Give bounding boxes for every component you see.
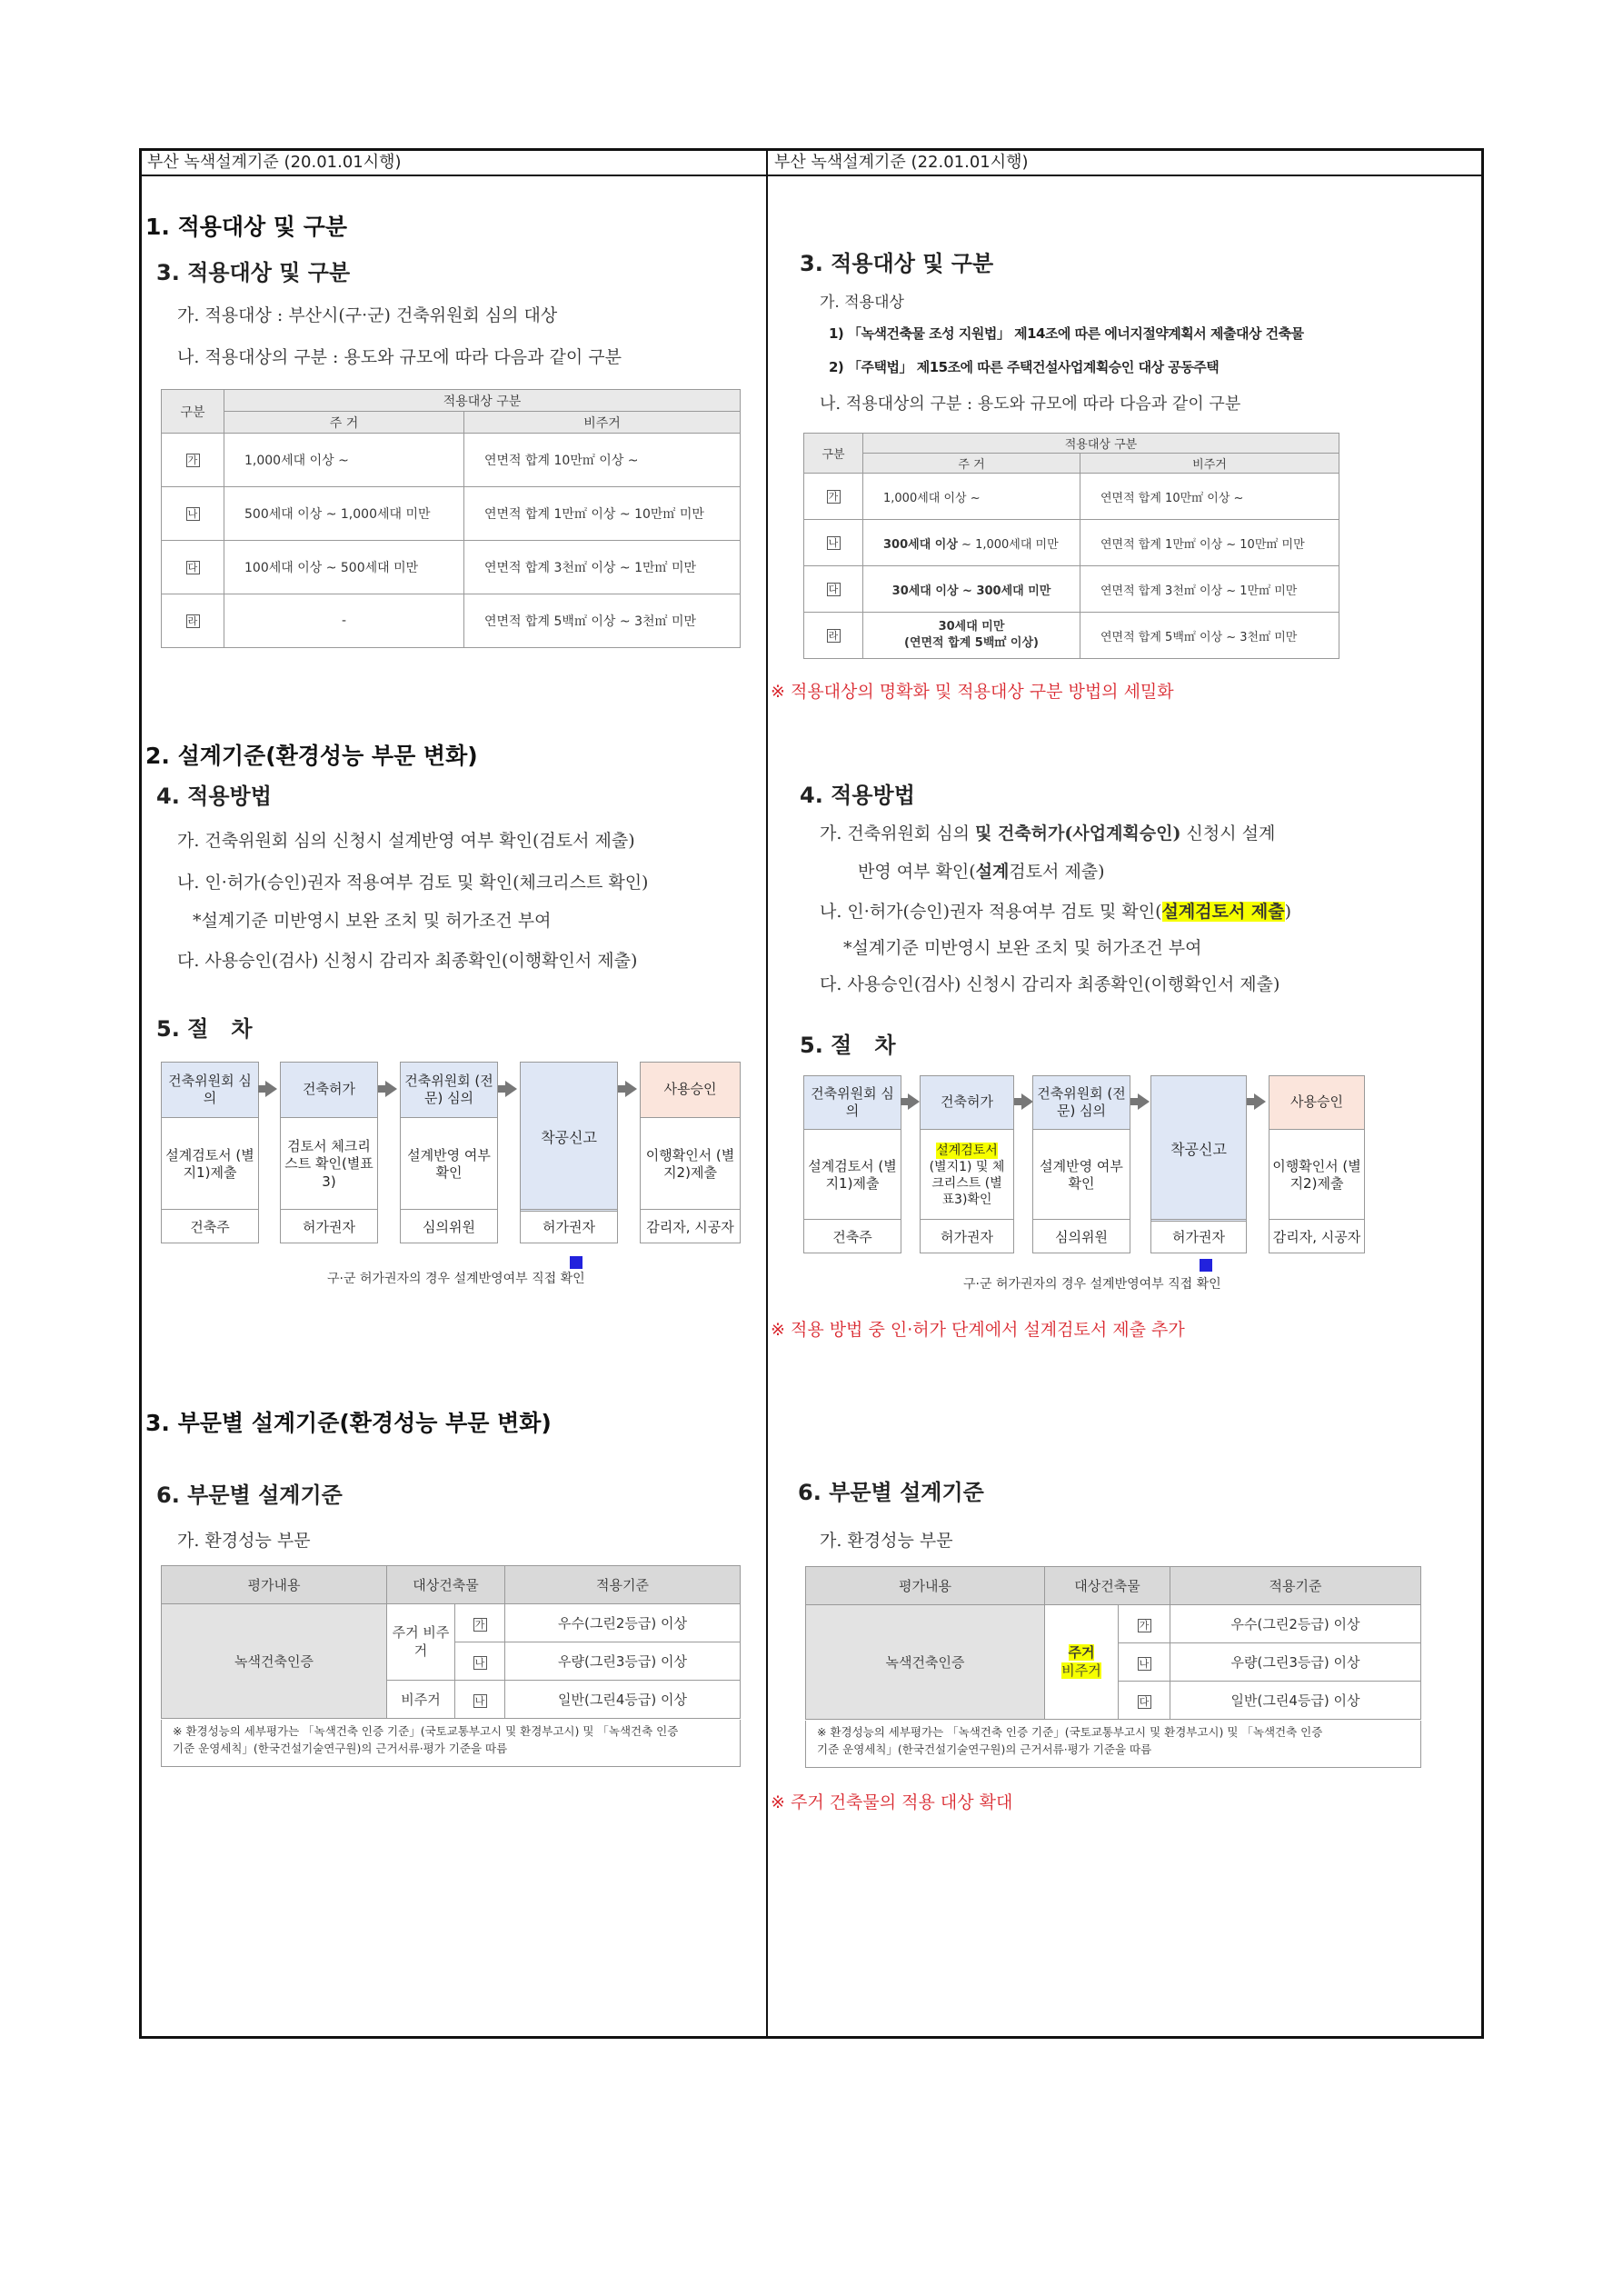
env-std: 우수(그린2등급) 이상 [505, 1604, 741, 1642]
section-1-title: 1. 적용대상 및 구분 [145, 214, 348, 240]
row-mark: 다 [186, 561, 200, 574]
section-2-title: 2. 설계기준(환경성능 부문 변화) [145, 743, 478, 769]
left-method-4: 다. 사용승인(검사) 신청시 감리자 최종확인(이행확인서 제출) [177, 951, 638, 971]
table-header-group: 적용대상 구분 [224, 390, 741, 412]
flow-step-permit: 건축허가 설계검토서 (별지1) 및 체크리스트 (별표3)확인 허가권자 [920, 1075, 1014, 1253]
env-target-nonres: 비주거 [387, 1681, 455, 1719]
row-res: 1,000세대 이상 ~ [863, 474, 1080, 520]
table-row [162, 541, 741, 594]
env-header-std: 적용기준 [1170, 1567, 1421, 1605]
row-res: - [224, 594, 464, 648]
right-method-1: 가. 건축위원회 심의 및 건축허가(사업계획승인) 신청시 설계 [820, 824, 1276, 844]
flow-step-approval: 사용승인 이행확인서 (별지2)제출 감리자, 시공자 [640, 1062, 741, 1243]
row-mark: 나 [1138, 1657, 1151, 1671]
row-res: 100세대 이상 ~ 500세대 미만 [224, 541, 464, 594]
flow-step-expert-review: 건축위원회 (전문) 심의 설계반영 여부 확인 심의위원 [1032, 1075, 1130, 1253]
row-mark: 가 [1138, 1619, 1151, 1632]
right-target: 가. 적용대상 [820, 294, 904, 312]
section-3-title: 3. 부문별 설계기준(환경성능 부문 변화) [145, 1410, 552, 1436]
right-env-table [805, 1566, 1421, 1720]
table-header-res: 주 거 [863, 454, 1080, 474]
left-env-sub: 가. 환경성능 부문 [177, 1531, 311, 1551]
marker-icon [1200, 1259, 1212, 1272]
table-header-gubun: 구분 [162, 390, 224, 434]
table-row [162, 487, 741, 541]
flow-step-approval: 사용승인 이행확인서 (별지2)제출 감리자, 시공자 [1269, 1075, 1365, 1253]
table-row [804, 520, 1339, 566]
left-method-1: 가. 건축위원회 심의 신청시 설계반영 여부 확인(검토서 제출) [177, 831, 635, 851]
flow-step-expert-review: 건축위원회 (전문) 심의 설계반영 여부 확인 심의위원 [400, 1062, 498, 1243]
row-nonres: 연면적 합계 10만㎡ 이상 ~ [464, 434, 741, 487]
right-h4: 4. 적용방법 [800, 783, 915, 808]
table-header-group: 적용대상 구분 [863, 434, 1339, 454]
env-target-res: 주거 비주거 [387, 1604, 455, 1681]
right-method-2: 나. 인·허가(승인)권자 적용여부 검토 및 확인(설계검토서 제출) [820, 902, 1292, 922]
env-target-res-nonres: 주거 비주거 [1045, 1605, 1119, 1720]
right-note-3: ※ 주거 건축물의 적용 대상 확대 [771, 1792, 1013, 1812]
row-res: 1,000세대 이상 ~ [224, 434, 464, 487]
right-method-3: *설계기준 미반영시 보완 조치 및 허가조건 부여 [843, 938, 1202, 958]
env-header-target: 대상건축물 [1045, 1567, 1170, 1605]
row-res: 30세대 미만 (연면적 합계 5백㎡ 이상) [863, 613, 1080, 659]
env-std: 일반(그린4등급) 이상 [1170, 1682, 1421, 1720]
left-h3: 3. 적용대상 및 구분 [156, 260, 351, 285]
env-std: 우량(그린3등급) 이상 [1170, 1643, 1421, 1682]
left-category-table [161, 389, 741, 648]
env-header-std: 적용기준 [505, 1566, 741, 1604]
flow-step-committee: 건축위원회 심의 설계검토서 (별지1)제출 건축주 [161, 1062, 259, 1243]
flow-arrow-icon [625, 1081, 637, 1097]
right-method-1-cont: 반영 여부 확인(설계검토서 제출) [858, 862, 1105, 882]
flow-arrow-icon [1254, 1093, 1266, 1110]
row-mark: 나 [827, 536, 841, 550]
row-mark: 나 [473, 1694, 487, 1708]
row-mark: 가 [186, 454, 200, 467]
flow-arrow-icon [385, 1081, 397, 1097]
right-division: 나. 적용대상의 구분 : 용도와 규모에 따라 다음과 같이 구분 [820, 394, 1241, 414]
flow-arrow-icon [1138, 1093, 1150, 1110]
right-env-footnote: ※ 환경성능의 세부평가는 「녹색건축 인증 기준」(국토교통부고시 및 환경부고시) 및 「녹색건축 인증 기준 운영세칙」(한국건설기술연구원)의 근거서류·평가 기준을 따름 [805, 1721, 1421, 1768]
right-env-sub: 가. 환경성능 부문 [820, 1531, 953, 1551]
row-nonres: 연면적 합계 3천㎡ 이상 ~ 1만㎡ 미만 [464, 541, 741, 594]
table-header-res: 주 거 [224, 412, 464, 434]
row-mark: 가 [827, 490, 841, 504]
row-nonres: 연면적 합계 1만㎡ 이상 ~ 10만㎡ 미만 [464, 487, 741, 541]
row-mark: 다 [1138, 1695, 1151, 1709]
row-nonres: 연면적 합계 5백㎡ 이상 ~ 3천㎡ 미만 [464, 594, 741, 648]
table-header-nonres: 비주거 [1080, 454, 1339, 474]
row-mark: 라 [827, 629, 841, 643]
right-flow-caption: 구·군 허가권자의 경우 설계반영여부 직접 확인 [963, 1277, 1221, 1292]
flow-arrow-icon [908, 1093, 920, 1110]
table-row [162, 434, 741, 487]
table-header-gubun: 구분 [804, 434, 863, 474]
left-column-header: 부산 녹색설계기준 (20.01.01시행) [147, 153, 402, 172]
left-flow-caption: 구·군 허가권자의 경우 설계반영여부 직접 확인 [327, 1272, 585, 1286]
right-note-1: ※ 적용대상의 명확화 및 적용대상 구분 방법의 세밀화 [771, 682, 1174, 702]
header-divider [139, 175, 1484, 176]
left-h6: 6. 부문별 설계기준 [156, 1482, 343, 1508]
right-target-2: 2) 「주택법」 제15조에 따른 주택건설사업계획승인 대상 공동주택 [829, 359, 1220, 375]
row-mark: 나 [473, 1656, 487, 1670]
env-std: 우량(그린3등급) 이상 [505, 1642, 741, 1681]
right-method-4: 다. 사용승인(검사) 신청시 감리자 최종확인(이행확인서 제출) [820, 974, 1280, 994]
env-eval: 녹색건축인증 [162, 1604, 387, 1719]
row-nonres: 연면적 합계 10만㎡ 이상 ~ [1080, 474, 1339, 520]
left-h5: 5. 절 차 [156, 1016, 253, 1042]
left-env-table [161, 1565, 741, 1719]
marker-icon [570, 1256, 582, 1269]
env-header-eval: 평가내용 [162, 1566, 387, 1604]
flow-step-permit: 건축허가 검토서 체크리스트 확인(별표3) 허가권자 [280, 1062, 378, 1243]
left-method-3: *설계기준 미반영시 보완 조치 및 허가조건 부여 [193, 911, 552, 931]
left-h4: 4. 적용방법 [156, 784, 272, 809]
row-nonres: 연면적 합계 3천㎡ 이상 ~ 1만㎡ 미만 [1080, 566, 1339, 613]
right-h5: 5. 절 차 [800, 1033, 896, 1058]
row-res: 300세대 이상 ~ 1,000세대 미만 [863, 520, 1080, 566]
right-column-header: 부산 녹색설계기준 (22.01.01시행) [774, 153, 1029, 172]
table-row [804, 474, 1339, 520]
left-env-footnote: ※ 환경성능의 세부평가는 「녹색건축 인증 기준」(국토교통부고시 및 환경부고시) 및 「녹색건축 인증 기준 운영세칙」(한국건설기술연구원)의 근거서류·평가 기준을 따름 [161, 1720, 741, 1767]
row-mark: 라 [186, 614, 200, 628]
left-target: 가. 적용대상 : 부산시(구·군) 건축위원회 심의 대상 [177, 305, 558, 325]
table-row [162, 594, 741, 648]
flow-step-committee: 건축위원회 심의 설계검토서 (별지1)제출 건축주 [803, 1075, 901, 1253]
flow-arrow-icon [265, 1081, 277, 1097]
column-divider [766, 148, 768, 2039]
env-header-eval: 평가내용 [806, 1567, 1045, 1605]
row-mark: 나 [186, 507, 200, 521]
env-std: 일반(그린4등급) 이상 [505, 1681, 741, 1719]
right-category-table [803, 433, 1339, 659]
right-h6: 6. 부문별 설계기준 [798, 1480, 984, 1505]
row-res: 30세대 이상 ~ 300세대 미만 [863, 566, 1080, 613]
env-eval: 녹색건축인증 [806, 1605, 1045, 1720]
flow-step-construction: 착공신고 허가권자 [1150, 1075, 1247, 1253]
env-header-target: 대상건축물 [387, 1566, 505, 1604]
left-method-2: 나. 인·허가(승인)권자 적용여부 검토 및 확인(체크리스트 확인) [177, 873, 649, 893]
right-h3: 3. 적용대상 및 구분 [800, 251, 994, 276]
flow-arrow-icon [505, 1081, 517, 1097]
row-nonres: 연면적 합계 5백㎡ 이상 ~ 3천㎡ 미만 [1080, 613, 1339, 659]
row-mark: 가 [473, 1618, 487, 1632]
row-mark: 다 [827, 583, 841, 596]
env-std: 우수(그린2등급) 이상 [1170, 1605, 1421, 1643]
row-nonres: 연면적 합계 1만㎡ 이상 ~ 10만㎡ 미만 [1080, 520, 1339, 566]
table-row [804, 566, 1339, 613]
right-target-1: 1) 「녹색건축물 조성 지원법」 제14조에 따른 에너지절약계획서 제출대상 건축물 [829, 325, 1304, 342]
flow-step-construction: 착공신고 허가권자 [520, 1062, 618, 1243]
table-row [804, 613, 1339, 659]
left-division: 나. 적용대상의 구분 : 용도와 규모에 따라 다음과 같이 구분 [177, 347, 622, 367]
right-note-2: ※ 적용 방법 중 인·허가 단계에서 설계검토서 제출 추가 [771, 1320, 1185, 1340]
table-header-nonres: 비주거 [464, 412, 741, 434]
row-res: 500세대 이상 ~ 1,000세대 미만 [224, 487, 464, 541]
